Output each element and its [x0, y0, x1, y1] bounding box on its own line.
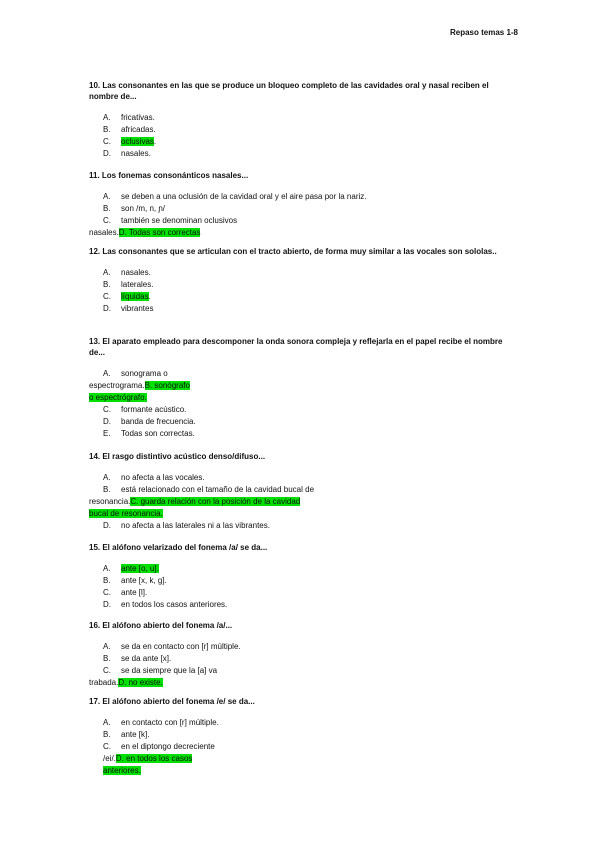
option-d: D. no afecta a las laterales ni a las vibrantes.	[103, 521, 270, 530]
question-title: 17. El alófono abierto del fonema /e/ se da...	[89, 697, 255, 706]
option-c-wrap: /ei/.D. en todos los casos	[103, 754, 193, 763]
option-a: A. en contacto con [r] múltiple.	[103, 718, 219, 727]
option-a: A. se da en contacto con [r] múltiple.	[103, 642, 241, 651]
option-c: C. oclusivas.	[103, 137, 157, 146]
question-title: 16. El alófono abierto del fonema /a/...	[89, 621, 233, 630]
option-c-wrap: nasales.D. Todas son correctas	[89, 228, 201, 237]
option-e: E. Todas son correctas.	[103, 429, 195, 438]
answer-highlight: ante [o, u].	[121, 564, 159, 573]
option-c: C. también se denominan oclusivos	[103, 216, 238, 225]
question-title: 12. Las consonantes que se articulan con el tracto abierto, de forma muy similar a las vocales son sololas..	[89, 247, 497, 256]
answer-highlight: D. Todas son correctas	[118, 228, 201, 237]
question-15	[89, 542, 519, 611]
option-c: C. en el diptongo decreciente	[103, 742, 215, 751]
page-header: Repaso temas 1-8	[449, 28, 518, 37]
question-title: 11. Los fonemas consonánticos nasales...	[89, 171, 249, 180]
option-b: B. ante [k].	[103, 730, 150, 739]
option-d: D. banda de frecuencia.	[103, 417, 196, 426]
option-c: C. formante acústico.	[103, 405, 187, 414]
option-c: C. ante [l].	[103, 588, 148, 597]
answer-highlight: D. en todos los casos	[115, 754, 193, 763]
answer-highlight: B. sonógrafo	[144, 381, 190, 390]
question-title: 14. El rasgo distintivo acústico denso/difuso...	[89, 452, 266, 461]
answer-highlight: o espectrógrafo.	[89, 393, 147, 402]
question-12	[89, 246, 519, 315]
option-a-wrap: espectrograma.B. sonógrafo	[89, 381, 190, 390]
option-a: A. sonograma o	[103, 369, 168, 378]
answer-highlight: oclusivas	[121, 137, 154, 146]
option-c: C. líquidas.	[103, 292, 151, 301]
answer-highlight: anteriores.	[103, 766, 141, 775]
option-b: B. laterales.	[103, 280, 154, 289]
option-b: B. son /m, n, ɲ/	[103, 204, 166, 213]
question-11	[89, 170, 519, 239]
question-17	[89, 696, 519, 777]
option-a: A. no afecta a las vocales.	[103, 473, 205, 482]
option-c-wrap	[89, 508, 519, 520]
option-b: B. está relacionado con el tamaño de la cavidad bucal de	[103, 485, 315, 494]
option-c-wrap: trabada.D. no existe.	[89, 678, 163, 687]
question-14	[89, 451, 519, 532]
question-title: 10. Las consonantes en las que se produce un bloqueo completo de las cavidades oral y nasal reciben el nombre de...	[89, 81, 489, 101]
option-b: B. se da ante [x].	[103, 654, 172, 663]
option-d: D. en todos los casos anteriores.	[103, 600, 228, 609]
option-a: A. nasales.	[103, 268, 151, 277]
option-d-wrap	[103, 765, 519, 777]
answer-highlight: D. no existe.	[118, 678, 163, 687]
question-16	[89, 620, 519, 689]
question-10	[89, 80, 519, 160]
option-d: D. vibrantes	[103, 304, 154, 313]
answer-highlight: C. guarda relación con la posición de la cavidad	[130, 497, 301, 506]
option-c: C. se da siempre que la [a] va	[103, 666, 218, 675]
option-a: A. fricativas.	[103, 113, 155, 122]
option-a: A. se deben a una oclusión de la cavidad oral y el aire pasa por la nariz.	[103, 192, 367, 201]
answer-highlight: bucal de resonancia.	[89, 509, 163, 518]
question-13	[89, 336, 519, 440]
option-b: B. ante [x, k, g].	[103, 576, 167, 585]
question-title: 13. El aparato empleado para descomponer la onda sonora compleja y reflejarla en el papel recibe el nombre de...	[89, 337, 503, 357]
option-b: B. africadas.	[103, 125, 156, 134]
answer-highlight: líquidas	[121, 292, 149, 301]
option-b-wrap	[89, 392, 519, 404]
question-title: 15. El alófono velarizado del fonema /a/ se da...	[89, 543, 268, 552]
option-d: D. nasales.	[103, 149, 151, 158]
option-b-wrap: resonancia.C. guarda relación con la posición de la cavidad	[89, 497, 301, 506]
option-a: A. ante [o, u].	[103, 564, 159, 573]
